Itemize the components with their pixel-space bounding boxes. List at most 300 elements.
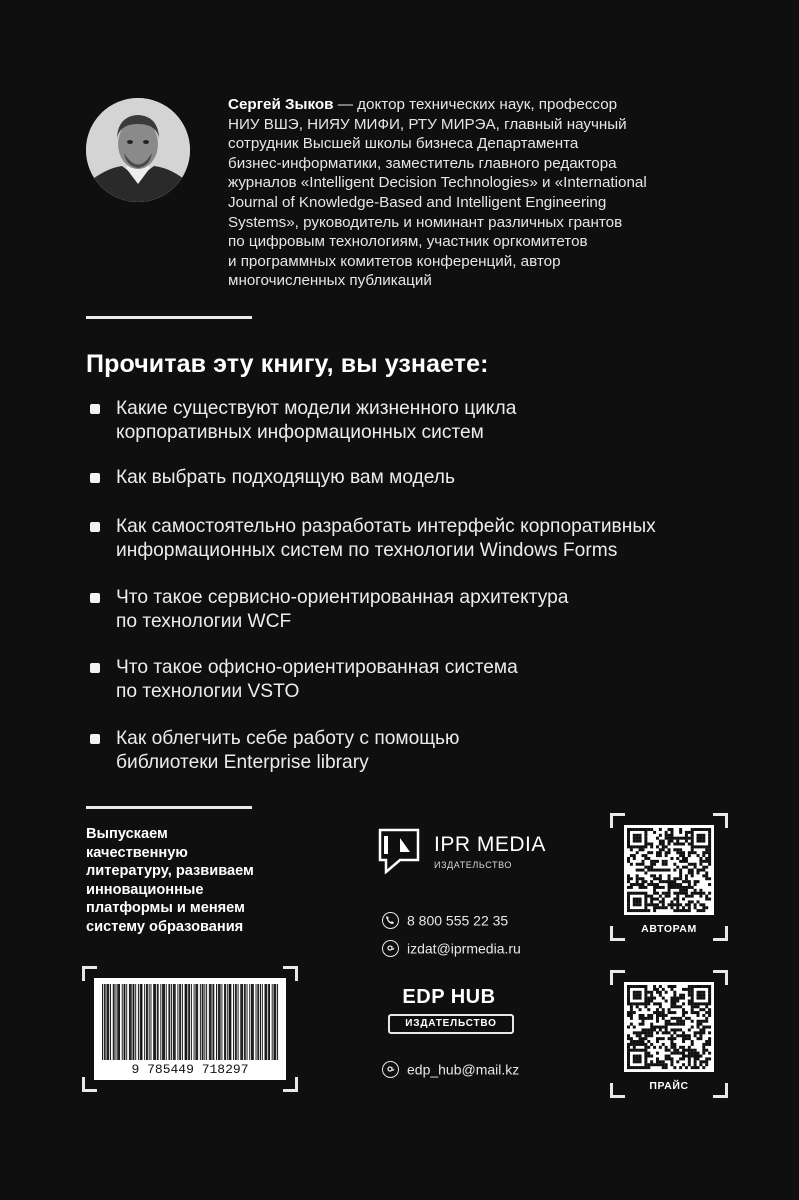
qr-module	[644, 840, 647, 843]
qr-module	[705, 906, 708, 909]
qr-module	[702, 851, 705, 854]
qr-module	[697, 840, 700, 843]
qr-module	[656, 1031, 659, 1034]
list-item	[90, 727, 459, 775]
qr-module	[699, 1028, 702, 1031]
qr-module	[630, 1040, 633, 1043]
qr-module	[627, 828, 630, 831]
qr-module	[708, 892, 711, 895]
ipr-email	[382, 939, 521, 957]
qr-module	[668, 1037, 671, 1040]
qr-module	[699, 834, 702, 837]
qr-module	[685, 886, 688, 889]
qr-module	[676, 848, 679, 851]
barcode-bar	[163, 984, 164, 1060]
qr-module	[688, 1052, 691, 1055]
qr-module	[673, 863, 676, 866]
qr-module	[694, 1049, 697, 1052]
barcode-bar	[213, 984, 214, 1060]
barcode-bar	[262, 984, 263, 1060]
qr-module	[676, 837, 679, 840]
qr-module	[633, 837, 636, 840]
bio-line: сотрудник Высшей школы бизнеса Департамента	[228, 135, 579, 153]
author-portrait-image	[86, 98, 190, 202]
slogan-line: Выпускаем	[86, 826, 168, 842]
qr-module	[699, 1060, 702, 1063]
qr-module	[679, 1005, 682, 1008]
qr-module	[662, 845, 665, 848]
qr-module	[630, 1037, 633, 1040]
qr-module	[656, 906, 659, 909]
qr-module	[699, 863, 702, 866]
qr-module	[644, 837, 647, 840]
qr-label: ПРАЙС	[649, 1080, 689, 1092]
qr-module	[665, 1031, 668, 1034]
qr-module	[679, 889, 682, 892]
qr-module	[708, 1002, 711, 1005]
qr-module	[659, 851, 662, 854]
qr-module	[639, 1055, 642, 1058]
email-address: izdat@iprmedia.ru	[407, 940, 521, 957]
qr-module	[691, 886, 694, 889]
qr-module	[699, 997, 702, 1000]
qr-module	[644, 886, 647, 889]
qr-module	[702, 1028, 705, 1031]
bullet-icon	[90, 404, 100, 414]
qr-module	[685, 1049, 688, 1052]
qr-module	[639, 994, 642, 997]
qr-module	[708, 1008, 711, 1011]
barcode-bar	[191, 984, 192, 1060]
qr-module	[636, 834, 639, 837]
qr-module	[699, 909, 702, 912]
qr-module	[630, 1005, 633, 1008]
qr-module	[641, 909, 644, 912]
qr-module	[639, 1031, 642, 1034]
qr-module	[650, 828, 653, 831]
qr-module	[641, 1049, 644, 1052]
qr-module	[627, 985, 630, 988]
qr-module	[673, 985, 676, 988]
qr-price[interactable]	[610, 970, 728, 1098]
qr-module	[673, 1002, 676, 1005]
qr-module	[627, 1060, 630, 1063]
qr-module	[702, 909, 705, 912]
qr-module	[676, 1017, 679, 1020]
qr-module	[668, 834, 671, 837]
qr-module	[691, 848, 694, 851]
qr-module	[659, 994, 662, 997]
bio-line: по цифровым технологиям, участник оргкомитетов	[228, 233, 588, 251]
qr-module	[665, 1046, 668, 1049]
qr-module	[673, 994, 676, 997]
qr-module	[676, 1034, 679, 1037]
qr-module	[691, 834, 694, 837]
qr-module	[668, 892, 671, 895]
qr-module	[662, 860, 665, 863]
frame-corner	[610, 813, 625, 828]
qr-module	[627, 842, 630, 845]
qr-module	[665, 860, 668, 863]
qr-module	[665, 863, 668, 866]
qr-module	[676, 886, 679, 889]
qr-module	[633, 1046, 636, 1049]
qr-module	[644, 1031, 647, 1034]
qr-module	[705, 898, 708, 901]
qr-module	[665, 837, 668, 840]
barcode-bar	[225, 984, 226, 1060]
qr-module	[662, 869, 665, 872]
qr-module	[673, 892, 676, 895]
qr-module	[682, 851, 685, 854]
qr-module	[633, 900, 636, 903]
qr-module	[636, 1031, 639, 1034]
qr-module	[647, 857, 650, 860]
qr-module	[644, 866, 647, 869]
barcode-bar	[251, 984, 252, 1060]
qr-module	[636, 909, 639, 912]
qr-module	[665, 1055, 668, 1058]
qr-module	[647, 1040, 650, 1043]
qr-module	[644, 895, 647, 898]
qr-module	[688, 837, 691, 840]
barcode-bar	[173, 984, 174, 1060]
qr-module	[656, 851, 659, 854]
qr-module	[665, 851, 668, 854]
barcode-bar	[107, 984, 108, 1060]
qr-module	[705, 828, 708, 831]
qr-module	[639, 892, 642, 895]
qr-module	[633, 840, 636, 843]
qr-module	[705, 1049, 708, 1052]
qr-module	[688, 988, 691, 991]
qr-module	[682, 988, 685, 991]
qr-module	[639, 840, 642, 843]
qr-module	[656, 869, 659, 872]
qr-module	[641, 1031, 644, 1034]
qr-module	[691, 999, 694, 1002]
qr-module	[685, 831, 688, 834]
qr-module	[636, 1060, 639, 1063]
qr-module	[682, 1057, 685, 1060]
barcode-bar	[219, 984, 220, 1060]
qr-module	[644, 1066, 647, 1069]
qr-module	[682, 898, 685, 901]
qr-module	[636, 845, 639, 848]
barcode-bar	[166, 984, 167, 1060]
qr-module	[668, 1057, 671, 1060]
barcode-bar	[266, 984, 267, 1060]
qr-module	[697, 1055, 700, 1058]
bio-line: и программных комитетов конференций, автор	[228, 252, 561, 270]
qr-module	[673, 883, 676, 886]
qr-module	[662, 840, 665, 843]
qr-module	[662, 898, 665, 901]
qr-module	[708, 857, 711, 860]
qr-module	[647, 1002, 650, 1005]
qr-module	[679, 1057, 682, 1060]
qr-module	[673, 1049, 676, 1052]
list-item-text: Как облегчить себе работу с помощью	[116, 728, 460, 749]
frame-corner	[713, 970, 728, 985]
qr-module	[679, 837, 682, 840]
qr-module	[685, 857, 688, 860]
qr-module	[682, 886, 685, 889]
barcode-bar	[277, 984, 278, 1060]
qr-module	[673, 999, 676, 1002]
qr-module	[650, 874, 653, 877]
qr-module	[673, 880, 676, 883]
qr-module	[647, 828, 650, 831]
barcode-bar	[188, 984, 189, 1060]
qr-module	[641, 877, 644, 880]
bio-line: НИУ ВШЭ, НИЯУ МИФИ, РТУ МИРЭА, главный научный	[228, 115, 627, 133]
qr-module	[702, 1020, 705, 1023]
barcode-bar	[258, 984, 259, 1060]
qr-module	[650, 863, 653, 866]
qr-module	[662, 1031, 665, 1034]
qr-module	[702, 845, 705, 848]
qr-module	[633, 1060, 636, 1063]
qr-module	[644, 999, 647, 1002]
barcode-bar	[247, 984, 248, 1060]
slogan-line: литературу, развиваем	[86, 863, 254, 880]
qr-module	[627, 1057, 630, 1060]
qr-module	[659, 877, 662, 880]
qr-module	[676, 898, 679, 901]
barcode-bar	[102, 984, 103, 1060]
qr-module	[668, 837, 671, 840]
qr-module	[644, 994, 647, 997]
slogan-line: платформы и меняем	[86, 900, 245, 917]
qr-module	[702, 1031, 705, 1034]
qr-module	[699, 1008, 702, 1011]
qr-module	[708, 831, 711, 834]
qr-module	[705, 1020, 708, 1023]
barcode-bar	[179, 984, 180, 1060]
qr-module	[636, 892, 639, 895]
qr-module	[665, 831, 668, 834]
qr-module	[653, 877, 656, 880]
qr-module	[682, 866, 685, 869]
barcode-bar	[206, 984, 207, 1060]
qr-module	[653, 886, 656, 889]
qr-module	[685, 889, 688, 892]
qr-module	[691, 1002, 694, 1005]
qr-module	[702, 906, 705, 909]
qr-module	[682, 1040, 685, 1043]
bullet-icon	[90, 734, 100, 744]
qr-module	[670, 834, 673, 837]
qr-module	[650, 851, 653, 854]
slogan-line: качественную	[86, 844, 188, 861]
bullet-icon	[90, 473, 100, 483]
qr-module	[705, 1011, 708, 1014]
qr-module	[708, 854, 711, 857]
qr-module	[691, 1026, 694, 1029]
qr-module	[633, 898, 636, 901]
bio-line: Journal of Knowledge-Based and Intelligent Engineering	[228, 193, 607, 211]
barcode-bar	[265, 984, 266, 1060]
qr-module	[633, 834, 636, 837]
qr-module	[705, 1026, 708, 1029]
barcode-bar	[202, 984, 203, 1060]
qr-module	[662, 863, 665, 866]
qr-module	[656, 903, 659, 906]
qr-module	[673, 1031, 676, 1034]
qr-module	[676, 903, 679, 906]
qr-module	[668, 851, 671, 854]
author-photo	[86, 98, 190, 202]
qr-module	[702, 985, 705, 988]
qr-module	[676, 1049, 679, 1052]
barcode-frame	[82, 966, 298, 1092]
qr-module	[636, 851, 639, 854]
barcode-bar	[210, 984, 211, 1060]
barcode-bar	[138, 984, 139, 1060]
qr-module	[633, 883, 636, 886]
qr-module	[650, 883, 653, 886]
qr-module	[627, 1046, 630, 1049]
qr-module	[691, 1020, 694, 1023]
qr-module	[679, 1020, 682, 1023]
learn-heading: Прочитав эту книгу, вы узнаете:	[86, 350, 489, 378]
barcode-bar	[115, 984, 116, 1060]
qr-code-image	[624, 825, 714, 915]
qr-module	[670, 1040, 673, 1043]
qr-module	[702, 866, 705, 869]
qr-module	[647, 883, 650, 886]
qr-module	[639, 1002, 642, 1005]
qr-module	[630, 1023, 633, 1026]
qr-module	[688, 1046, 691, 1049]
qr-module	[639, 877, 642, 880]
qr-module	[636, 1040, 639, 1043]
qr-module	[636, 1049, 639, 1052]
qr-module	[656, 1017, 659, 1020]
phone-number: 8 800 555 22 35	[407, 912, 509, 929]
qr-module	[656, 1052, 659, 1055]
barcode-bar	[118, 984, 119, 1060]
qr-module	[708, 1040, 711, 1043]
bio-line: бизнес-информатики, заместитель главного редактора	[228, 154, 617, 172]
list-item	[90, 397, 516, 445]
qr-module	[708, 1014, 711, 1017]
qr-module	[694, 1034, 697, 1037]
barcode-bar	[122, 984, 123, 1060]
qr-module	[636, 840, 639, 843]
qr-module	[705, 871, 708, 874]
qr-module	[679, 1028, 682, 1031]
qr-module	[662, 900, 665, 903]
qr-module	[708, 828, 711, 831]
qr-module	[708, 988, 711, 991]
qr-module	[668, 840, 671, 843]
qr-module	[647, 903, 650, 906]
qr-module	[636, 1043, 639, 1046]
barcode-bar	[241, 984, 242, 1060]
qr-module	[697, 1011, 700, 1014]
qr-module	[653, 1026, 656, 1029]
qr-module	[691, 842, 694, 845]
barcode-bar	[227, 984, 228, 1060]
qr-module	[644, 845, 647, 848]
qr-module	[705, 877, 708, 880]
qr-module	[691, 1005, 694, 1008]
qr-module	[633, 997, 636, 1000]
qr-module	[630, 892, 633, 895]
qr-module	[668, 880, 671, 883]
qr-module	[691, 900, 694, 903]
qr-authors[interactable]	[610, 813, 728, 941]
qr-module	[682, 1023, 685, 1026]
qr-module	[688, 1017, 691, 1020]
qr-module	[676, 883, 679, 886]
qr-module	[708, 851, 711, 854]
qr-module	[662, 1063, 665, 1066]
qr-module	[647, 1046, 650, 1049]
qr-module	[708, 840, 711, 843]
qr-module	[697, 1014, 700, 1017]
qr-module	[682, 1037, 685, 1040]
qr-module	[670, 1052, 673, 1055]
barcode-bar	[238, 984, 239, 1060]
author-name: Сергей Зыков	[228, 96, 334, 113]
qr-module	[639, 991, 642, 994]
qr-module	[650, 1034, 653, 1037]
qr-module	[699, 1063, 702, 1066]
qr-module	[662, 997, 665, 1000]
email-address: edp_hub@mail.kz	[407, 1061, 520, 1078]
qr-module	[670, 857, 673, 860]
barcode-bar	[268, 984, 269, 1060]
ipr-media-logo-icon	[378, 828, 420, 874]
qr-module	[659, 854, 662, 857]
qr-module	[636, 1034, 639, 1037]
qr-module	[705, 851, 708, 854]
qr-module	[673, 909, 676, 912]
barcode-bar	[211, 984, 212, 1060]
list-item	[90, 586, 568, 634]
qr-module	[653, 860, 656, 863]
qr-module	[697, 892, 700, 895]
qr-module	[650, 1026, 653, 1029]
at-icon	[382, 1061, 399, 1078]
qr-module	[688, 994, 691, 997]
qr-module	[688, 831, 691, 834]
qr-module	[679, 851, 682, 854]
barcode-bar	[220, 984, 221, 1060]
qr-module	[630, 886, 633, 889]
qr-module	[685, 1034, 688, 1037]
qr-module	[639, 837, 642, 840]
qr-module	[662, 1017, 665, 1020]
qr-module	[682, 1063, 685, 1066]
qr-module	[656, 883, 659, 886]
qr-module	[699, 985, 702, 988]
qr-module	[694, 985, 697, 988]
qr-module	[697, 1037, 700, 1040]
qr-module	[697, 1026, 700, 1029]
qr-module	[685, 880, 688, 883]
qr-module	[656, 898, 659, 901]
qr-module	[641, 880, 644, 883]
qr-module	[644, 1037, 647, 1040]
barcode-bars	[94, 984, 286, 1064]
qr-module	[647, 895, 650, 898]
qr-module	[644, 1049, 647, 1052]
barcode-bar	[244, 984, 245, 1060]
